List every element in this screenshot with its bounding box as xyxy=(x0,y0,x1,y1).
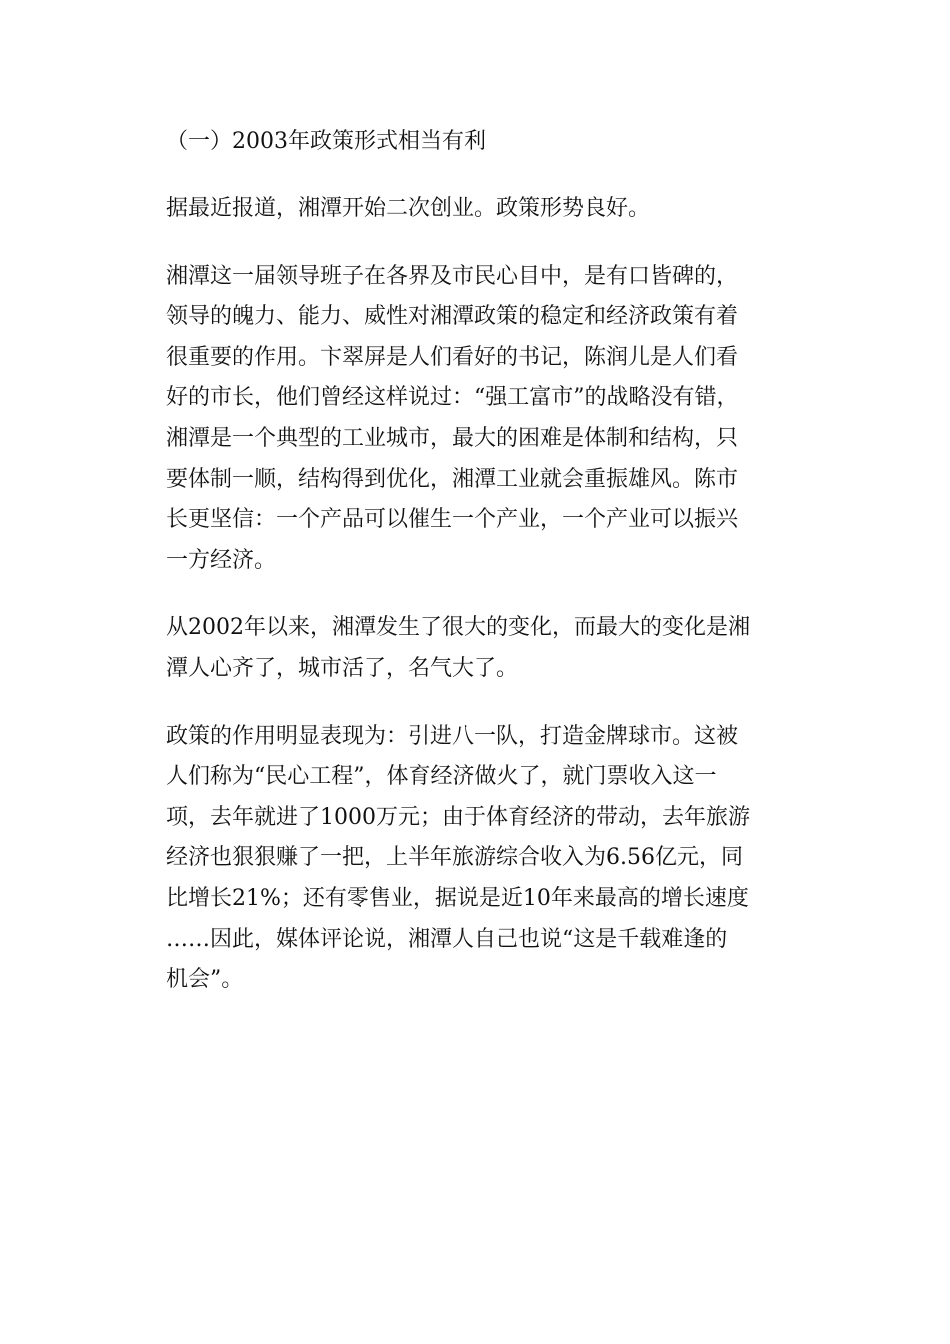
paragraph-line: 据最近报道，湘潭开始二次创业。政策形势良好。 xyxy=(166,196,651,221)
document-body xyxy=(166,189,802,1028)
paragraph-3 xyxy=(166,608,802,689)
paragraph-line: 要体制一顺，结构得到优化，湘潭工业就会重振雄风。陈市 xyxy=(166,466,739,492)
paragraph-line: 好的市长，他们曾经这样说过：“强工富市”的战略没有错， xyxy=(166,385,739,411)
paragraph-line: 长更坚信：一个产品可以催生一个产业，一个产业可以振兴 xyxy=(166,507,739,533)
paragraph-1 xyxy=(166,189,802,230)
paragraph-line: 从2002年以来，湘潭发生了很大的变化，而最大的变化是湘 xyxy=(166,615,750,641)
paragraph-line: 湘潭这一届领导班子在各界及市民心目中，是有口皆碑的， xyxy=(166,263,739,289)
paragraph-4 xyxy=(166,717,802,1001)
paragraph-line: 很重要的作用。卞翠屏是人们看好的书记，陈润儿是人们看 xyxy=(166,344,739,370)
section-heading: （一）2003年政策形式相当有利 xyxy=(166,129,486,154)
paragraph-line: 领导的魄力、能力、威性对湘潭政策的稳定和经济政策有着 xyxy=(166,304,739,330)
paragraph-line: 比增长21%；还有零售业，据说是近10年来最高的增长速度 xyxy=(166,885,749,911)
paragraph-line: 政策的作用明显表现为：引进八一队，打造金牌球市。这被 xyxy=(166,723,739,749)
paragraph-line: ……因此，媒体评论说，湘潭人自己也说“这是千载难逢的 xyxy=(166,926,728,952)
paragraph-line: 人们称为“民心工程”，体育经济做火了，就门票收入这一 xyxy=(166,764,717,790)
paragraph-line: 潭人心齐了，城市活了，名气大了。 xyxy=(166,655,519,681)
paragraph-line: 项，去年就进了1000万元；由于体育经济的带动，去年旅游 xyxy=(166,804,750,830)
paragraph-line: 机会”。 xyxy=(166,967,244,993)
paragraph-line: 一方经济。 xyxy=(166,547,277,573)
paragraph-2 xyxy=(166,257,802,582)
paragraph-line: 湘潭是一个典型的工业城市，最大的困难是体制和结构，只 xyxy=(166,425,739,451)
paragraph-line: 经济也狠狠赚了一把，上半年旅游综合收入为6.56亿元，同 xyxy=(166,845,743,871)
